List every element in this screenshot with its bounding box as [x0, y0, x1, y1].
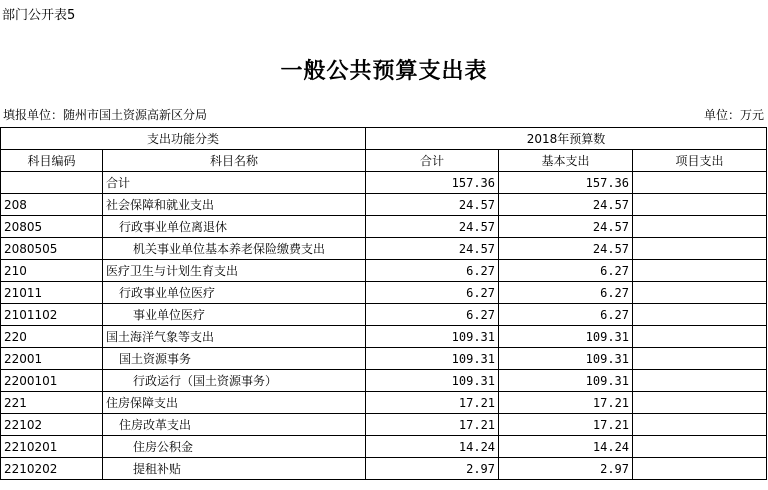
row-code: 210: [1, 260, 103, 282]
row-name: 国土资源事务: [103, 348, 366, 370]
header-name: 科目名称: [103, 150, 366, 172]
table-row: [1, 436, 767, 458]
row-project: [633, 458, 767, 480]
header-code: 科目编码: [1, 150, 103, 172]
row-code: 22001: [1, 348, 103, 370]
table-row: [1, 238, 767, 260]
table-row: [1, 326, 767, 348]
row-basic: 17.21: [499, 414, 633, 436]
table-row: [1, 392, 767, 414]
row-basic: 6.27: [499, 260, 633, 282]
header-project: 项目支出: [633, 150, 767, 172]
row-name: 行政运行（国土资源事务）: [103, 370, 366, 392]
row-basic: 109.31: [499, 326, 633, 348]
row-basic: 157.36: [499, 172, 633, 194]
row-basic: 24.57: [499, 194, 633, 216]
row-code: 2080505: [1, 238, 103, 260]
row-code: 21011: [1, 282, 103, 304]
page-title: 一般公共预算支出表: [280, 59, 488, 84]
row-total: 6.27: [366, 282, 499, 304]
row-basic: 109.31: [499, 348, 633, 370]
row-name: 住房公积金: [103, 436, 366, 458]
row-basic: 109.31: [499, 370, 633, 392]
row-total: 24.57: [366, 216, 499, 238]
row-project: [633, 370, 767, 392]
row-basic: 6.27: [499, 282, 633, 304]
header-budget-2018: 2018年预算数: [366, 128, 767, 150]
row-project: [633, 216, 767, 238]
row-project: [633, 260, 767, 282]
row-code: 2200101: [1, 370, 103, 392]
table-row: [1, 282, 767, 304]
header-total: 合计: [366, 150, 499, 172]
table-row: [1, 216, 767, 238]
row-total: 6.27: [366, 260, 499, 282]
row-basic: 14.24: [499, 436, 633, 458]
row-name: 国土海洋气象等支出: [103, 326, 366, 348]
row-total: 14.24: [366, 436, 499, 458]
row-basic: 24.57: [499, 238, 633, 260]
row-total: 17.21: [366, 414, 499, 436]
row-project: [633, 172, 767, 194]
row-basic: 24.57: [499, 216, 633, 238]
row-project: [633, 238, 767, 260]
row-project: [633, 282, 767, 304]
row-name: 机关事业单位基本养老保险缴费支出: [103, 238, 366, 260]
row-code: [1, 172, 103, 194]
row-code: 22102: [1, 414, 103, 436]
header-basic: 基本支出: [499, 150, 633, 172]
reporting-unit: 填报单位：随州市国土资源高新区分局: [3, 108, 208, 122]
row-name: 合计: [103, 172, 366, 194]
table-row: [1, 260, 767, 282]
row-name: 住房改革支出: [103, 414, 366, 436]
row-code: 20805: [1, 216, 103, 238]
row-code: 2210201: [1, 436, 103, 458]
row-name: 提租补贴: [103, 458, 366, 480]
row-code: 221: [1, 392, 103, 414]
row-total: 2.97: [366, 458, 499, 480]
table-row: [1, 304, 767, 326]
row-total: 109.31: [366, 326, 499, 348]
row-total: 109.31: [366, 348, 499, 370]
row-project: [633, 194, 767, 216]
row-total: 24.57: [366, 194, 499, 216]
header-function-classification: 支出功能分类: [1, 128, 366, 150]
currency-unit: 单位：万元: [703, 108, 764, 122]
row-project: [633, 304, 767, 326]
row-code: 220: [1, 326, 103, 348]
row-total: 24.57: [366, 238, 499, 260]
header-row-columns: [1, 150, 767, 172]
row-project: [633, 348, 767, 370]
row-total: 157.36: [366, 172, 499, 194]
row-name: 行政事业单位离退休: [103, 216, 366, 238]
row-name: 住房保障支出: [103, 392, 366, 414]
table-row: [1, 458, 767, 480]
row-project: [633, 392, 767, 414]
table-row: [1, 194, 767, 216]
row-code: 2210202: [1, 458, 103, 480]
row-total: 17.21: [366, 392, 499, 414]
row-basic: 2.97: [499, 458, 633, 480]
row-code: 208: [1, 194, 103, 216]
budget-table-body: [1, 172, 767, 480]
row-project: [633, 326, 767, 348]
row-name: 行政事业单位医疗: [103, 282, 366, 304]
header-row-group: [1, 128, 767, 150]
table-row: [1, 414, 767, 436]
row-project: [633, 436, 767, 458]
table-row: [1, 348, 767, 370]
table-row: [1, 172, 767, 194]
row-project: [633, 414, 767, 436]
row-total: 6.27: [366, 304, 499, 326]
table-row: [1, 370, 767, 392]
document-label: 部门公开表5: [2, 8, 76, 23]
row-basic: 6.27: [499, 304, 633, 326]
row-name: 事业单位医疗: [103, 304, 366, 326]
row-total: 109.31: [366, 370, 499, 392]
budget-table: [0, 127, 767, 480]
row-code: 2101102: [1, 304, 103, 326]
row-basic: 17.21: [499, 392, 633, 414]
row-name: 社会保障和就业支出: [103, 194, 366, 216]
row-name: 医疗卫生与计划生育支出: [103, 260, 366, 282]
